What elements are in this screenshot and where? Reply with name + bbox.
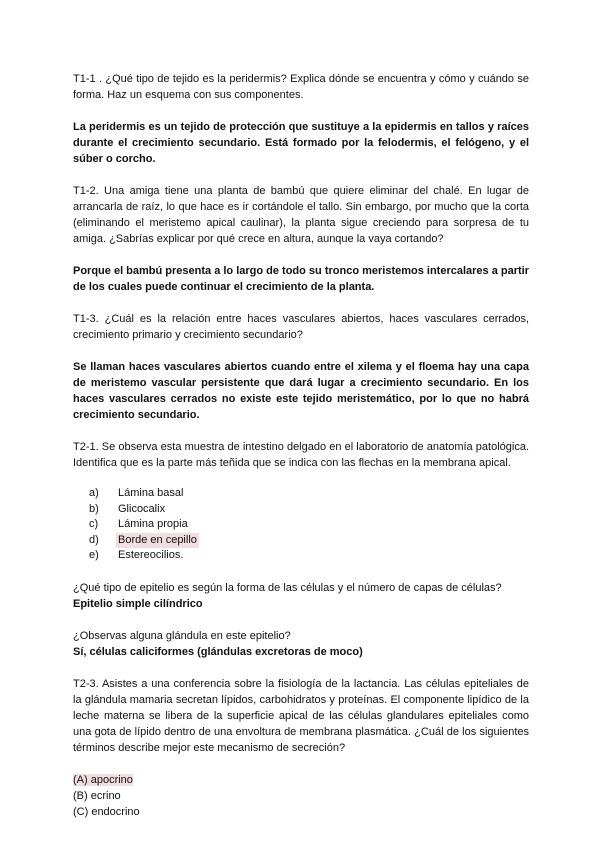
option-b: b) Glicocalix: [89, 502, 166, 515]
option-d-selected: d) Borde en cepillo: [73, 533, 529, 549]
highlighted-answer: (A) apocrino: [73, 773, 133, 786]
option-e: e) Estereocilios.: [89, 549, 184, 561]
answer-t1-2: Porque el bambú presenta a lo largo de todo su tronco meristemos intercalares a partir de los cuales puede continuar el crecimiento de la planta.: [73, 265, 530, 293]
answer-t1-3: Se llaman haces vasculares abiertos cuando entre el xilema y el floema hay una capa de meristemo vascular persistente que dará lugar a crecimiento secundario. En los haces vasculares cerrados no existe este tejido meristemático, por lo que no habrá crecimiento secundario.: [73, 361, 529, 421]
option-b-ecrino: (B) ecrino: [73, 789, 121, 802]
option-c: c) Lámina propia: [89, 518, 188, 530]
sub-question-t2-1-b: ¿Observas alguna glándula en este epitelio?: [73, 629, 291, 642]
option-a: a) Lámina basal: [89, 487, 184, 499]
sub-question-t2-1-a: ¿Qué tipo de epitelio es según la forma de las células y el número de capas de células?: [73, 581, 502, 594]
question-t1-1: T1-1 . ¿Qué tipo de tejido es la peridermis? Explica dónde se encuentra y cómo y cuándo se forma. Haz un esquema con sus componentes.: [73, 73, 529, 101]
question-t1-3: T1-3. ¿Cuál es la relación entre haces vasculares abiertos, haces vasculares cerrados, crecimiento primario y crecimiento secundario?: [73, 313, 529, 341]
sub-answer-t2-1-b: Sí, células caliciformes (glándulas excretoras de moco): [73, 645, 363, 658]
options-list-t2-3: [73, 772, 529, 820]
question-t1-2: T1-2. Una amiga tiene una planta de bambú que quiere eliminar del chalé. En lugar de arrancarla de raíz, lo que hace es ir cortándole el tallo. Sin embargo, por mucho que la corta (eliminando el meristemo apical caulinar), la planta sigue creciendo para sorpresa de tu amiga. ¿Sabrías explicar por qué crece en altura, aunque la vaya cortando?: [73, 185, 529, 245]
answer-t1-1: La peridermis es un tejido de protección que sustituye a la epidermis en tallos y raíces durante el crecimiento secundario. Está formado por la felodermis, el felógeno, y el súber o corcho.: [73, 121, 529, 165]
question-t2-3: T2-3. Asistes a una conferencia sobre la fisiología de la lactancia. Las células epiteliales de la glándula mamaria secretan lípidos, carbohidratos y proteínas. El componente lipídico de la leche materna se libera de la superficie apical de las células glandulares epiteliales como una gota de lípido dentro de una envoltura de membrana plasmática. ¿Cuál de los siguientes términos describe mejor este mecanismo de secreción?: [73, 677, 529, 754]
option-c-endocrino: (C) endocrino: [73, 805, 140, 818]
highlighted-answer: Borde en cepillo: [116, 533, 199, 549]
option-a-apocrino: [73, 772, 529, 788]
question-t2-1: T2-1. Se observa esta muestra de intestino delgado en el laboratorio de anatomía patológica. Identifica que es la parte más teñida que se indica con las flechas en la membrana apical.: [73, 441, 529, 469]
options-list-t2-1: [73, 486, 529, 564]
sub-answer-t2-1-a: Epitelio simple cilíndrico: [73, 597, 203, 610]
